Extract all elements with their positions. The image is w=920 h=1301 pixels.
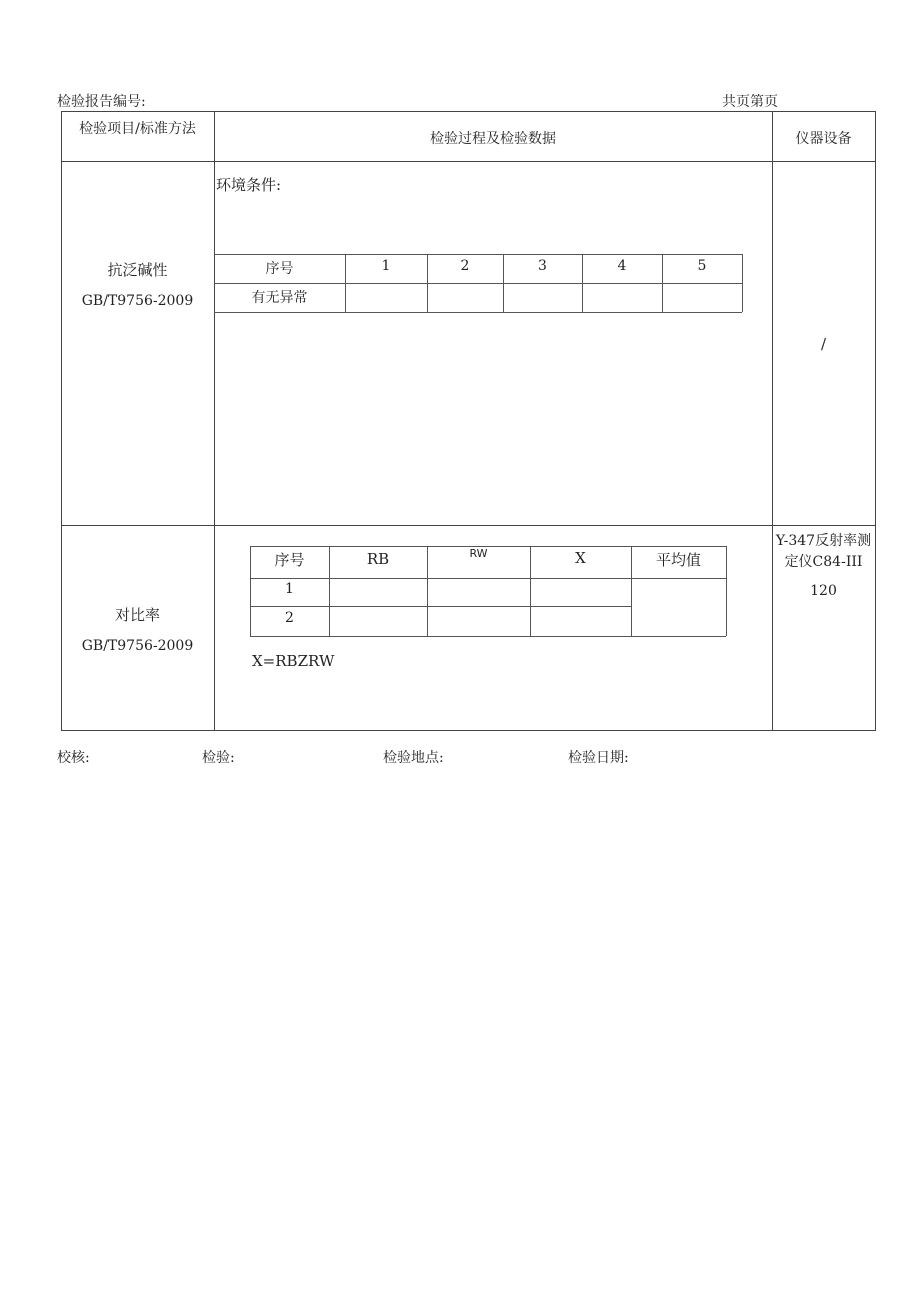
alkali-instrument: / xyxy=(820,335,827,353)
contrast-header-average: 平均值 xyxy=(655,551,701,569)
contrast-standard: GB/T9756-2009 xyxy=(81,638,194,654)
alkali-standard: GB/T9756-2009 xyxy=(81,293,194,309)
header-item-method: 检验项目/标准方法 xyxy=(79,121,196,137)
contrast-header-x: X xyxy=(575,549,586,567)
alkali-sample-number: 1 xyxy=(381,258,391,274)
contrast-header-rb: RB xyxy=(366,550,390,568)
contrast-header-rw: RW xyxy=(469,547,488,560)
contrast-row-number: 1 xyxy=(285,581,294,597)
environment-conditions-label: 环境条件: xyxy=(216,176,282,194)
alkali-sample-number: 3 xyxy=(538,258,547,274)
contrast-header-no: 序号 xyxy=(274,551,305,569)
page-info: 共页第页 xyxy=(722,94,778,110)
footer-date-label: 检验日期: xyxy=(568,750,629,766)
contrast-instrument-line1: Y-347反射率测 xyxy=(775,533,872,549)
alkali-row-header-abnormal: 有无异常 xyxy=(251,290,308,306)
alkali-sample-number: 2 xyxy=(460,258,470,274)
header-instrument: 仪器设备 xyxy=(795,131,852,147)
contrast-instrument-line2: 定仪C84-III xyxy=(784,554,863,570)
report-number-label: 检验报告编号: xyxy=(57,94,146,110)
contrast-instrument-line3: 120 xyxy=(810,583,837,599)
alkali-row-header-no: 序号 xyxy=(265,261,294,277)
footer-inspector-label: 检验: xyxy=(202,750,235,766)
contrast-row-number: 2 xyxy=(285,610,294,626)
contrast-formula: X=RBZRW xyxy=(252,652,335,670)
header-process-data: 检验过程及检验数据 xyxy=(430,131,556,147)
footer-location-label: 检验地点: xyxy=(383,750,444,766)
alkali-item-name: 抗泛碱性 xyxy=(107,261,168,279)
contrast-item-name: 对比率 xyxy=(114,606,160,624)
alkali-sample-number: 4 xyxy=(617,258,627,274)
footer-checker-label: 校核: xyxy=(57,750,90,766)
alkali-sample-number: 5 xyxy=(697,258,707,274)
